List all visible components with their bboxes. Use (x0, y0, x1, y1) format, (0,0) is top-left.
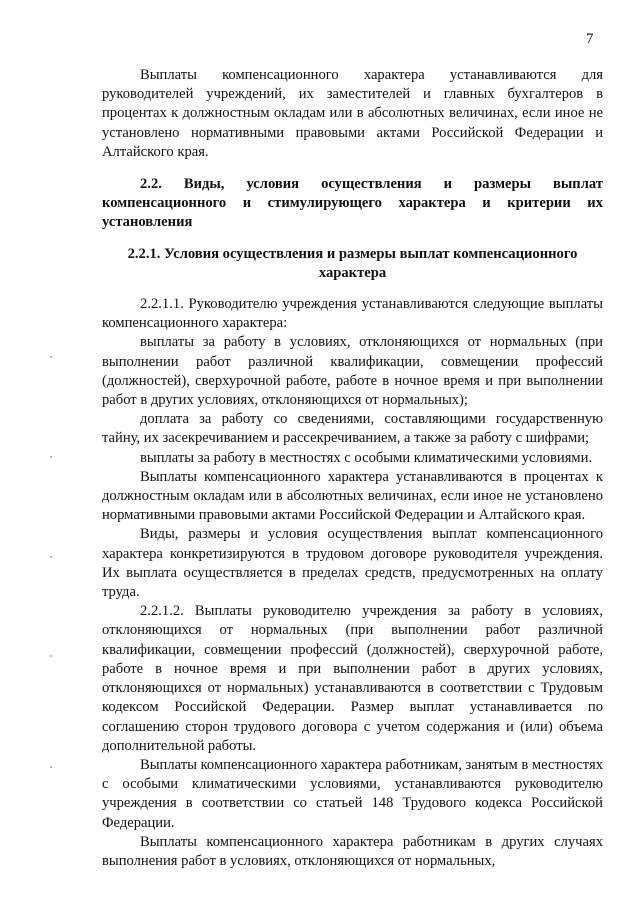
page-number: 7 (586, 31, 594, 47)
paragraph-article-148: Выплаты компенсационного характера работникам, занятым в местностях с особыми климатическими условиями, устанавливаются руководителю учреждения в соответствии со статьей 148 Трудового кодекса Российской Федерации. (102, 756, 603, 831)
paragraph-2-2-1-1: 2.2.1.1. Руководителю учреждения устанавливаются следующие выплаты компенсационного характера: (102, 296, 603, 332)
subsection-heading: 2.2.1. Условия осуществления и размеры выплат компенсационного характера (127, 245, 578, 281)
paragraph-2-2-1-2: 2.2.1.2. Выплаты руководителю учреждения за работу в условиях, отклоняющихся от нормальных (при выполнении работ различной квалификации, совмещении профессий (должностей), сверхурочной работе, работе в ночное время и при выполнении работ в других условиях, отклоняющихся от нормальных) устанавливаются в соответствии с Трудовым кодексом Российской Федерации. Размер выплат устанавливается по соглашению сторон трудового договора с учетом содержания и (или) объема дополнительной работы. (102, 603, 603, 754)
paragraph-other-cases: Выплаты компенсационного характера работникам в других случаях выполнения работ в условиях, отклоняющихся от нормальных, (102, 833, 603, 869)
list-item-deviating-conditions: выплаты за работу в условиях, отклоняющихся от нормальных (при выполнении работ различной квалификации, совмещении профессий (должностей), сверхурочной работе, работе в ночное время и при выполнении работ в других условиях, отклоняющихся от нормальных); (102, 334, 603, 409)
section-heading: 2.2. Виды, условия осуществления и размеры выплат компенсационного и стимулирующего характера и критерии их установления (102, 176, 603, 231)
paragraph-percent: Выплаты компенсационного характера устанавливаются в процентах к должностным окладам или в абсолютных величинах, если иное не установлено нормативными правовыми актами Российской Федерации и Алтайского края. (102, 468, 603, 524)
list-item-state-secret: доплата за работу со сведениями, составляющими государственную тайну, их засекречиванием и рассекречиванием, а также за работу с шифрами; (102, 411, 603, 447)
document-body (102, 66, 603, 871)
paragraph-contract: Виды, размеры и условия осуществления выплат компенсационного характера конкретизируются в трудовом договоре руководителя учреждения. Их выплата осуществляется в пределах средств, предусмотренных на оплату труда. (102, 526, 603, 601)
list-item-climate: выплаты за работу в местностях с особыми климатическими условиями. (140, 449, 593, 466)
intro-paragraph: Выплаты компенсационного характера устанавливаются для руководителей учреждений, их заместителей и главных бухгалтеров в процентах к должностным окладам или в абсолютных величинах, если иное не установлено нормативными правовыми актами Российской Федерации и Алтайского края. (102, 67, 603, 160)
